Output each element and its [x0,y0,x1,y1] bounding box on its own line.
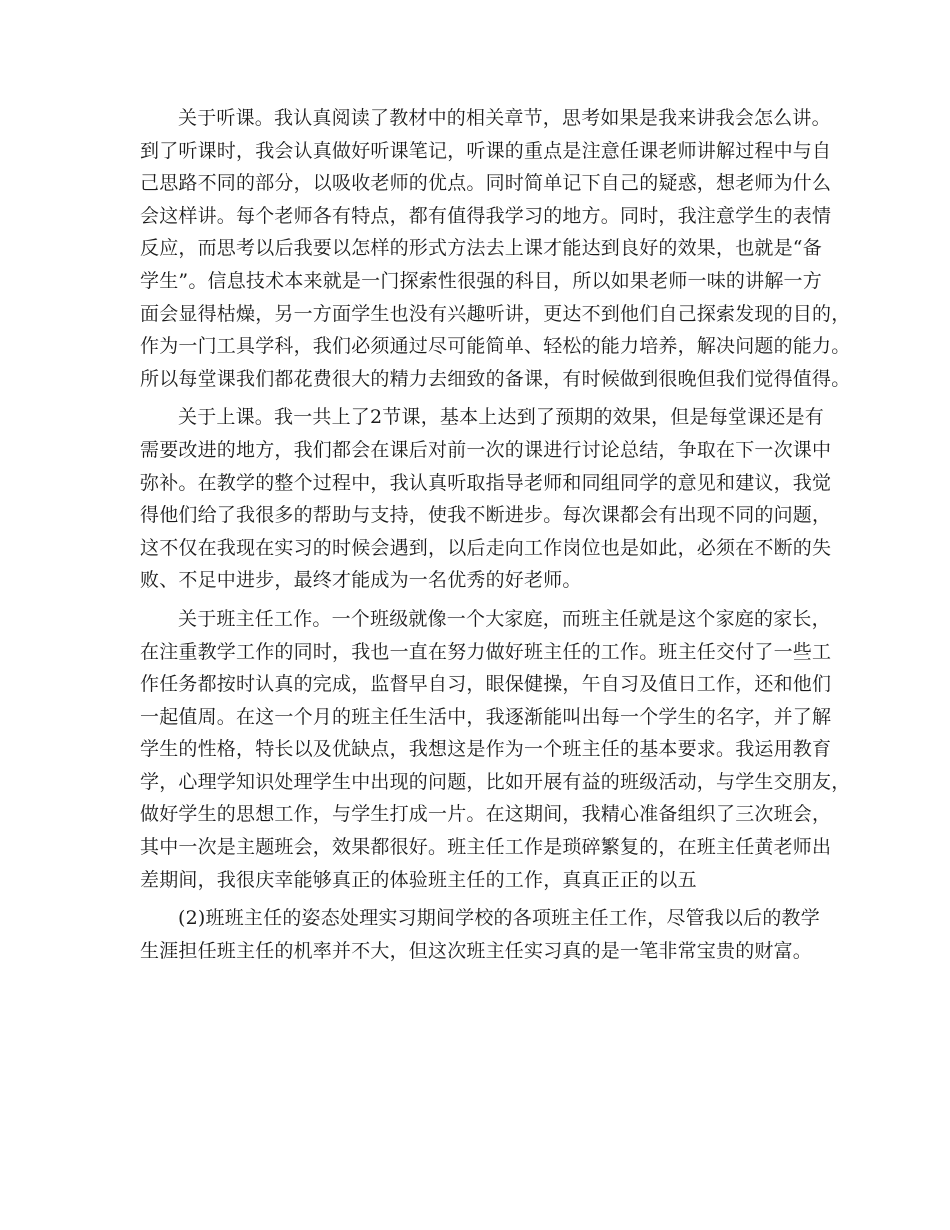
paragraph-teaching [140,401,832,597]
text-line: 己思路不同的部分，以吸收老师的优点。同时简单记下自己的疑惑，想老师为什么 [140,172,832,195]
text-line: 生涯担任班主任的机率并不大，但这次班主任实习真的是一笔非常宝贵的财富。 [140,939,813,962]
paragraph-listening [140,102,851,395]
text-line: 这不仅在我现在实习的时候会遇到，以后走向工作岗位也是如此，必须在不断的失 [140,536,832,559]
text-line: 学生”。信息技术本来就是一门探索性很强的科目，所以如果老师一味的讲解一方 [140,269,822,292]
paragraph-head-teacher [140,603,851,896]
text-line: 得他们给了我很多的帮助与支持，使我不断进步。每次课都会有出现不同的问题， [140,504,832,527]
text-line: 需要改进的地方，我们都会在课后对前一次的课进行讨论总结，争取在下一次课中 [140,438,832,461]
text-line: 作任务都按时认真的完成，监督早自习，眼保健操，午自习及值日工作，还和他们 [140,673,832,696]
document-body [140,102,851,973]
text-line: 败、不足中进步，最终才能成为一名优秀的好老师。 [140,569,582,592]
text-line: 所以每堂课我们都花费很大的精力去细致的备课，有时候做到很晚但我们觉得值得。 [140,367,851,390]
text-line: 面会显得枯燥，另一方面学生也没有兴趣听讲，更达不到他们自己探索发现的目的， [140,302,851,325]
text-line: 学生的性格，特长以及优缺点，我想这是作为一个班主任的基本要求。我运用教育 [140,738,832,761]
text-line: 关于听课。我认真阅读了教材中的相关章节，思考如果是我来讲我会怎么讲。 [178,107,831,129]
text-line: 在注重教学工作的同时，我也一直在努力做好班主任的工作。班主任交付了一些工 [140,640,832,663]
text-line: 学，心理学知识处理学生中出现的问题，比如开展有益的班级活动，与学生交朋友， [140,770,851,793]
text-line: 会这样讲。每个老师各有特点，都有值得我学习的地方。同时，我注意学生的表情 [140,204,832,227]
text-line: 差期间，我很庆幸能够真正的体验班主任的工作，真真正正的以五 [140,868,697,891]
text-line: 作为一门工具学科，我们必须通过尽可能简单、轻松的能力培养，解决问题的能力。 [140,335,851,358]
text-line: 一起值周。在这一个月的班主任生活中，我逐渐能叫出每一个学生的名字，并了解 [140,705,832,728]
text-line: 做好学生的思想工作，与学生打成一片。在这期间，我精心准备组织了三次班会， [140,803,832,826]
text-line: 反应，而思考以后我要以怎样的形式方法去上课才能达到良好的效果，也就是“备 [140,237,822,260]
text-line: 关于班主任工作。一个班级就像一个大家庭，而班主任就是这个家庭的家长， [178,607,831,630]
text-line: (2)班班主任的姿态处理实习期间学校的各项班主任工作，尽管我以后的教学 [178,907,820,930]
text-line: 弥补。在教学的整个过程中，我认真听取指导老师和同组同学的意见和建议，我觉 [140,471,832,494]
paragraph-class-two [140,902,818,967]
text-line: 到了听课时，我会认真做好听课笔记，听课的重点是注意任课老师讲解过程中与自 [140,139,832,162]
text-line: 其中一次是主题班会，效果都很好。班主任工作是琐碎繁复的，在班主任黄老师出 [140,836,832,859]
text-line: 关于上课。我一共上了2节课，基本上达到了预期的效果，但是每堂课还是有 [178,406,824,429]
